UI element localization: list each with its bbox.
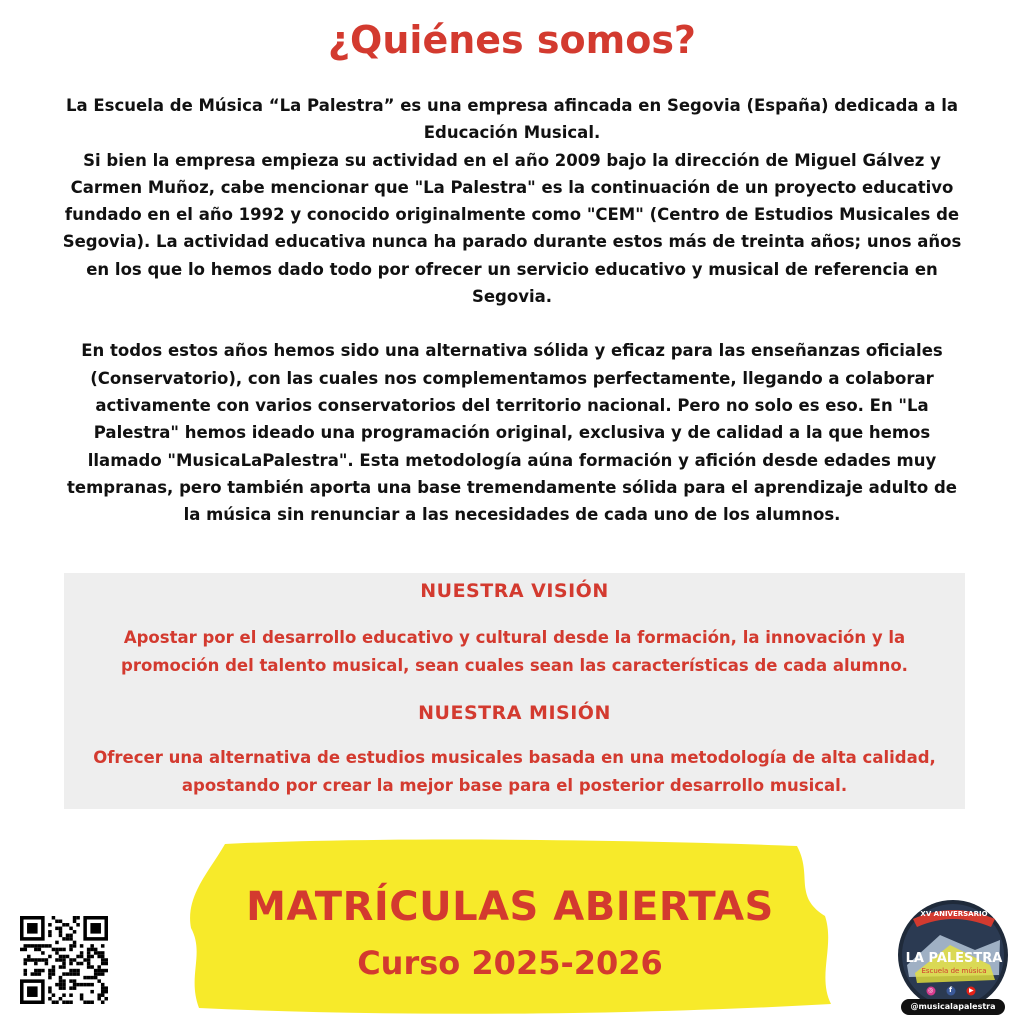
qr-code[interactable] (20, 916, 108, 1004)
intro-text (58, 92, 966, 528)
enrollment-headline: MATRÍCULAS ABIERTAS (246, 884, 774, 930)
logo-tagline: Escuela de música (921, 967, 987, 975)
vision-text: Apostar por el desarrollo educativo y cultural desde la formación, la innovación y la promoción del talento musical, sean cuales sean las características de cada alumno. (121, 628, 908, 675)
youtube-icon[interactable]: ▶ (969, 987, 974, 994)
intro-paragraph-2: Si bien la empresa empieza su actividad en el año 2009 bajo la dirección de Miguel Gálvez y Carmen Muñoz, cabe mencionar que "La Palestra" es la continuación de un proyecto educativo fundado en el año 1992 y conocido originalmente como "CEM" (Centro de Estudios Musicales de Segovia). La actividad educativa nunca ha parado durante estos más de treinta años; unos años en los que lo hemos dado todo por ofrecer un servicio educativo y musical de referencia en Segovia. (62, 150, 962, 307)
mission-text: Ofrecer una alternativa de estudios musicales basada en una metodología de alta calidad, apostando por crear la mejor base para el posterior desarrollo musical. (93, 748, 936, 795)
intro-paragraph-1: La Escuela de Música “La Palestra” es una empresa afincada en Segovia (España) dedicada a la Educación Musical. (66, 96, 958, 143)
mission-heading: NUESTRA MISIÓN (418, 702, 611, 724)
school-logo (895, 895, 1013, 1020)
vision-mission-panel (64, 573, 965, 809)
instagram-icon[interactable]: ◎ (928, 987, 934, 994)
page-title: ¿Quiénes somos? (328, 18, 696, 62)
logo-name: LA PALESTRA (905, 951, 1003, 966)
logo-ribbon: XV ANIVERSARIO (920, 910, 988, 918)
course-year: Curso 2025-2026 (357, 944, 663, 982)
enrollment-banner (185, 836, 835, 1016)
social-handle[interactable]: @musicalapalestra (910, 1002, 996, 1011)
facebook-icon[interactable]: f (949, 986, 953, 994)
paragraph-spacer (58, 310, 966, 337)
intro-paragraph-3: En todos estos años hemos sido una alternativa sólida y eficaz para las enseñanzas oficiales (Conservatorio), con las cuales nos complementamos perfectamente, llegando a colaborar activamente con varios conservatorios del territorio nacional. Pero no solo es eso. En "La Palestra" hemos ideado una programación original, exclusiva y de calidad a la que hemos llamado "MusicaLaPalestra". Esta metodología aúna formación y afición desde edades muy tempranas, pero también aporta una base tremendamente sólida para el aprendizaje adulto de la música sin renunciar a las necesidades de cada uno de los alumnos. (67, 341, 957, 525)
vision-heading: NUESTRA VISIÓN (420, 580, 609, 602)
